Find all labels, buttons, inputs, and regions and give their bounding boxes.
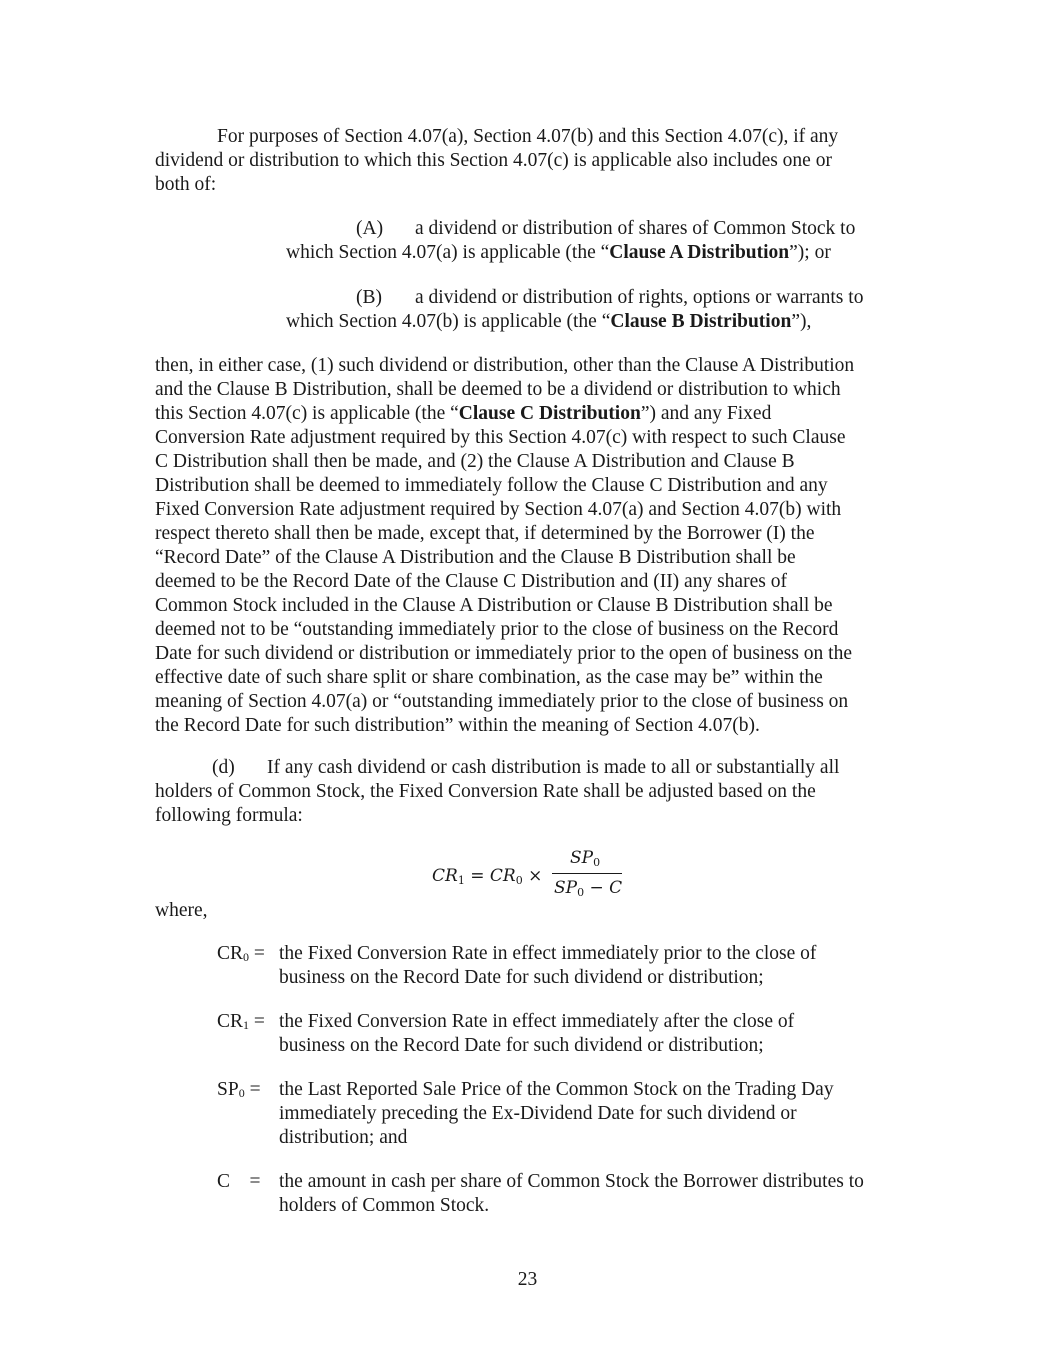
definition-term: CR0 =	[217, 943, 265, 964]
section-d-label: (d)	[212, 757, 235, 778]
definition-text: the Last Reported Sale Price of the Common Stock on the Trading Day immediately preceding the Ex-Dividend Date for such dividend or distribution; and	[279, 1079, 834, 1148]
section-d-line: following formula:	[155, 805, 303, 826]
section-d-text: If any cash dividend or cash distribution is made to all or substantially all	[267, 757, 840, 778]
clause-b-text: ”),	[791, 311, 812, 332]
clause-a-line	[286, 217, 906, 241]
section-d	[155, 756, 915, 828]
clause-b-text: which Section 4.07(b) is applicable (the “	[286, 311, 611, 332]
clause-b-defined-term: Clause B Distribution	[610, 311, 792, 332]
then-line: meaning of Section 4.07(a) or “outstanding immediately prior to the close of business on	[155, 691, 849, 712]
clause-b-line	[286, 310, 906, 334]
then-line: deemed to be the Record Date of the Clause C Distribution and (II) any shares of	[155, 571, 787, 592]
clause-a-label: (A)	[356, 218, 384, 239]
definition-text: the Fixed Conversion Rate in effect immediately after the close of business on the Record Date for such dividend or distribution;	[279, 1011, 795, 1056]
clause-a-line	[286, 241, 906, 265]
definition-text: the amount in cash per share of Common Stock the Borrower distributes to holders of Common Stock.	[279, 1171, 864, 1216]
then-line: Distribution shall be deemed to immediately follow the Clause C Distribution and any	[155, 475, 828, 496]
clause-a	[286, 217, 906, 265]
then-text: ”) and any Fixed	[640, 403, 772, 424]
then-line: C Distribution shall then be made, and (2) the Clause A Distribution and Clause B	[155, 451, 795, 472]
intro-paragraph	[155, 125, 915, 197]
definition-term: SP0 =	[217, 1079, 261, 1100]
intro-line: dividend or distribution to which this Section 4.07(c) is applicable also includes one or	[155, 150, 832, 171]
formula-numerator: $SP_0$	[570, 848, 601, 869]
then-line: deemed not to be “outstanding immediately prior to the close of business on the Record	[155, 619, 839, 640]
clause-c-defined-term: Clause C Distribution	[458, 403, 641, 424]
where-label: where,	[155, 900, 208, 921]
clause-b-label: (B)	[356, 287, 382, 308]
formula-lhs: $CR_1 = CR_0$ ×	[432, 866, 543, 887]
then-line: Date for such dividend or distribution or immediately prior to the open of business on the	[155, 643, 852, 664]
then-line: Fixed Conversion Rate adjustment required by Section 4.07(a) and Section 4.07(b) with	[155, 499, 842, 520]
then-line: Conversion Rate adjustment required by this Section 4.07(c) with respect to such Clause	[155, 427, 846, 448]
formula-denominator: $SP_0 - C$	[554, 878, 623, 899]
section-d-line	[155, 756, 915, 780]
clause-a-text: a dividend or distribution of shares of Common Stock to	[415, 218, 856, 239]
clause-b-text: a dividend or distribution of rights, options or warrants to	[415, 287, 864, 308]
clause-a-text: ”); or	[789, 242, 831, 263]
definition-text: the Fixed Conversion Rate in effect immediately prior to the close of business on the Record Date for such dividend or distribution;	[279, 943, 817, 988]
intro-line: both of:	[155, 174, 217, 195]
conversion-rate-formula	[432, 846, 632, 902]
then-line: respect thereto shall then be made, except that, if determined by the Borrower (I) the	[155, 523, 815, 544]
then-line: and the Clause B Distribution, shall be deemed to be a dividend or distribution to which	[155, 379, 841, 400]
definition-term: C =	[217, 1171, 261, 1192]
then-line	[155, 402, 915, 426]
clause-b-line	[286, 286, 906, 310]
definition-term: CR1 =	[217, 1011, 265, 1032]
fraction-bar	[552, 873, 622, 874]
clause-a-text: which Section 4.07(a) is applicable (the “	[286, 242, 610, 263]
clause-b	[286, 286, 906, 334]
then-line: “Record Date” of the Clause A Distribution and the Clause B Distribution shall be	[155, 547, 796, 568]
then-paragraph	[155, 354, 915, 738]
intro-line: For purposes of Section 4.07(a), Section 4.07(b) and this Section 4.07(c), if any	[217, 126, 839, 147]
then-text: this Section 4.07(c) is applicable (the “	[155, 403, 459, 424]
then-line: then, in either case, (1) such dividend or distribution, other than the Clause A Distribution	[155, 355, 855, 376]
then-line: effective date of such share split or share combination, as the case may be” within the	[155, 667, 823, 688]
then-line: the Record Date for such distribution” within the meaning of Section 4.07(b).	[155, 715, 760, 736]
clause-a-defined-term: Clause A Distribution	[609, 242, 790, 263]
section-d-line: holders of Common Stock, the Fixed Conversion Rate shall be adjusted based on the	[155, 781, 816, 802]
then-line: Common Stock included in the Clause A Distribution or Clause B Distribution shall be	[155, 595, 833, 616]
page-number: 23	[517, 1269, 538, 1290]
